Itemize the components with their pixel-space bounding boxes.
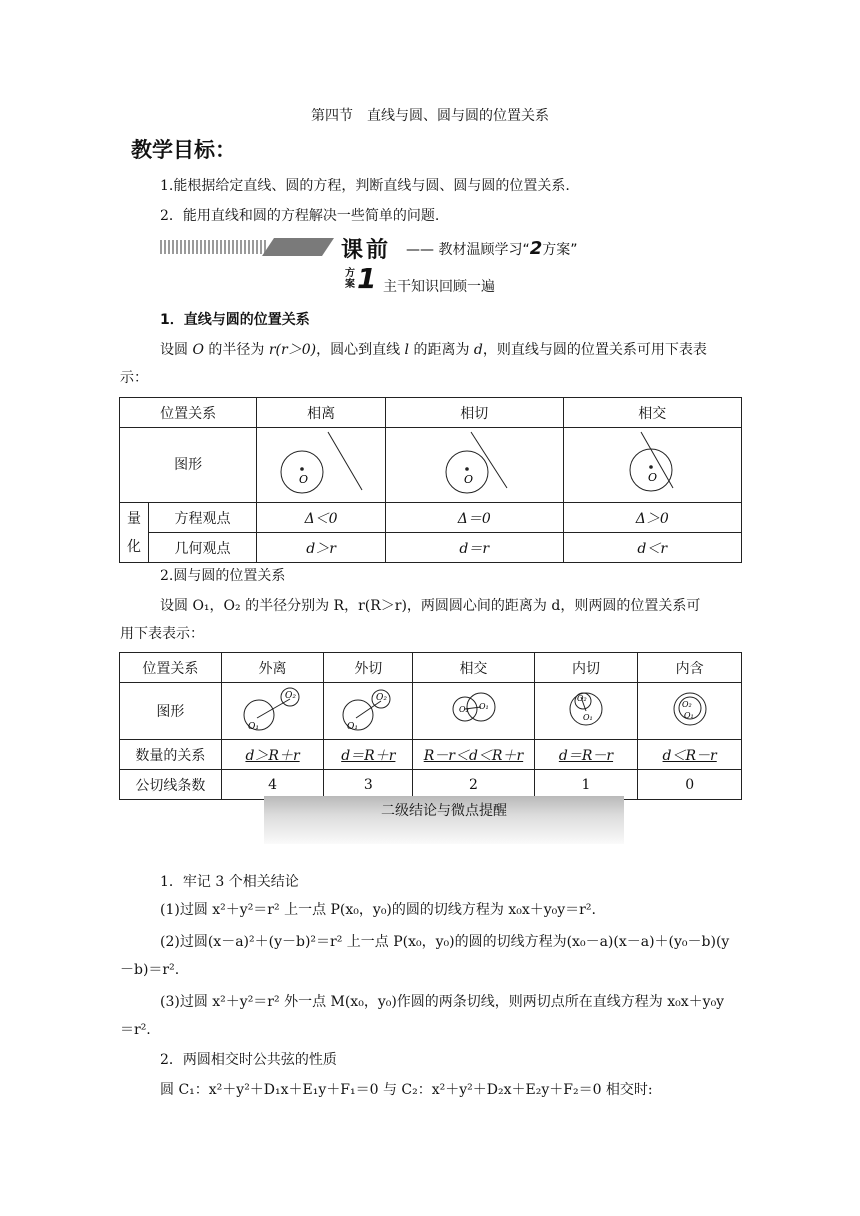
- t2-quant-contained: d＜R－r: [638, 740, 742, 770]
- t2-count-external: 4: [221, 770, 324, 800]
- t2-quant-external: d＞R＋r: [221, 740, 324, 770]
- t1-quant-label: 量 化: [120, 503, 149, 563]
- t2-header-external: 外离: [221, 653, 324, 683]
- t2-header-intersect: 相交: [413, 653, 534, 683]
- plan-text: 主干知识回顾一遍: [383, 279, 495, 295]
- banner-bar: [262, 238, 334, 256]
- svg-text:O: O: [648, 471, 658, 484]
- line-circle-tangent-figure: [419, 428, 529, 498]
- banner-stripes: [160, 240, 268, 254]
- t1-eq-separate: Δ＜0: [257, 503, 386, 533]
- svg-text:O: O: [299, 473, 309, 486]
- svg-text:O₁: O₁: [683, 711, 694, 720]
- svg-text:O₂: O₂: [376, 693, 388, 703]
- t2-figure-label: 图形: [120, 683, 222, 740]
- objective-2: 2．能用直线和圆的方程解决一些简单的问题.: [160, 208, 440, 224]
- t1-figure-intersect: [563, 428, 742, 503]
- svg-text:O₂: O₂: [459, 705, 470, 714]
- svg-text:O₁: O₁: [582, 713, 593, 722]
- plan-number: 1: [357, 262, 377, 295]
- conclusion-2-line-2: －b)＝r².: [120, 962, 180, 978]
- circles-contained-figure: [650, 683, 730, 735]
- section-2-line-2: 用下表表示：: [120, 626, 204, 642]
- t1-geo-separate: d＞r: [257, 533, 386, 563]
- t1-eq-tangent: Δ＝0: [386, 503, 563, 533]
- svg-text:O₁: O₁: [247, 722, 259, 732]
- objectives-heading: 教学目标：: [131, 138, 236, 162]
- t2-figure-int-tangent: [534, 683, 638, 740]
- t1-eq-intersect: Δ＞0: [563, 503, 742, 533]
- circles-intersect-figure: [433, 683, 513, 735]
- t1-header-tangent: 相切: [386, 398, 563, 428]
- svg-text:O₂: O₂: [284, 691, 296, 701]
- svg-text:O₁: O₁: [479, 702, 490, 711]
- t2-count-intersect: 2: [413, 770, 534, 800]
- t2-figure-contained: [638, 683, 742, 740]
- t1-geo-intersect: d＜r: [563, 533, 742, 563]
- circles-external-figure: [233, 683, 313, 735]
- t1-header-intersect: 相交: [563, 398, 742, 428]
- t2-figure-external: [221, 683, 324, 740]
- section-1-para: 设圆 O 的半径为 r(r＞0)，圆心到直线 l 的距离为 d，则直线与圆的位置关系可用下表表: [160, 342, 707, 358]
- objective-1: 1.能根据给定直线、圆的方程，判断直线与圆、圆与圆的位置关系.: [160, 178, 570, 194]
- t1-figure-separate: [257, 428, 386, 503]
- t2-header-ext-tangent: 外切: [324, 653, 413, 683]
- page-title: 第四节 直线与圆、圆与圆的位置关系: [311, 108, 549, 124]
- conclusion-3-line-2: ＝r².: [120, 1022, 151, 1038]
- section-2-line-1: 设圆 O₁，O₂ 的半径分别为 R，r(R＞r)，两圆圆心间的距离为 d，则两圆的位置关系可: [160, 598, 701, 614]
- t2-figure-intersect: [413, 683, 534, 740]
- common-chord-statement: 圆 C₁：x²＋y²＋D₁x＋E₁y＋F₁＝0 与 C₂：x²＋y²＋D₂x＋E₂y＋F₂＝0 相交时:: [160, 1082, 653, 1098]
- conclusion-1: (1)过圆 x²＋y²＝r² 上一点 P(x₀，y₀)的圆的切线方程为 x₀x＋y₀y＝r².: [160, 902, 596, 918]
- circle-circle-table: [119, 652, 742, 800]
- svg-text:O₂: O₂: [576, 694, 587, 703]
- line-circle-table: [119, 397, 742, 563]
- section-2-heading: 2.圆与圆的位置关系: [160, 568, 286, 584]
- t2-count-contained: 0: [638, 770, 742, 800]
- section-1-heading: 1．直线与圆的位置关系: [160, 312, 310, 328]
- t2-count-label: 公切线条数: [120, 770, 222, 800]
- section-3-heading: 1．牢记 3 个相关结论: [160, 874, 299, 890]
- t2-header-contained: 内含: [638, 653, 742, 683]
- t2-header-position: 位置关系: [120, 653, 222, 683]
- t2-count-ext-tangent: 3: [324, 770, 413, 800]
- t2-header-int-tangent: 内切: [534, 653, 638, 683]
- conclusion-3-line-1: (3)过圆 x²＋y²＝r² 外一点 M(x₀，y₀)作圆的两条切线，则两切点所在直线方程为 x₀x＋y₀y: [160, 994, 725, 1010]
- plan-label: 方 案: [345, 268, 355, 290]
- banner-main: 课前: [341, 238, 392, 263]
- t2-figure-ext-tangent: [324, 683, 413, 740]
- circles-int-tangent-figure: [546, 683, 626, 735]
- t1-geo-label: 几何观点: [148, 533, 256, 563]
- svg-text:O₁: O₁: [347, 722, 359, 732]
- t1-header-separate: 相离: [257, 398, 386, 428]
- section-3-heading-2: 2．两圆相交时公共弦的性质: [160, 1052, 337, 1068]
- t2-quant-label: 数量的关系: [120, 740, 222, 770]
- t1-geo-tangent: d＝r: [386, 533, 563, 563]
- svg-text:O₂: O₂: [681, 700, 692, 709]
- t2-quant-int-tangent: d＝R－r: [534, 740, 638, 770]
- conclusion-2-line-1: (2)过圆(x－a)²＋(y－b)²＝r² 上一点 P(x₀，y₀)的圆的切线方程为(x₀－a)(x－a)＋(y₀－b)(y: [160, 934, 730, 950]
- t2-quant-intersect: R－r＜d＜R＋r: [413, 740, 534, 770]
- conclusion-band-title: 二级结论与微点提醒: [381, 803, 507, 819]
- circles-ext-tangent-figure: [328, 683, 408, 735]
- t1-header-position: 位置关系: [120, 398, 257, 428]
- t1-eq-label: 方程观点: [148, 503, 256, 533]
- t1-figure-label: 图形: [120, 428, 257, 503]
- line-circle-separate-figure: [266, 428, 376, 498]
- t2-quant-ext-tangent: d＝R＋r: [324, 740, 413, 770]
- section-1-para-end: 示：: [120, 370, 148, 386]
- line-circle-intersect-figure: [597, 428, 707, 498]
- t1-figure-tangent: [386, 428, 563, 503]
- t2-count-int-tangent: 1: [534, 770, 638, 800]
- banner-subtitle: —— 教材温顾学习“2方案”: [406, 238, 578, 259]
- svg-text:O: O: [464, 473, 474, 486]
